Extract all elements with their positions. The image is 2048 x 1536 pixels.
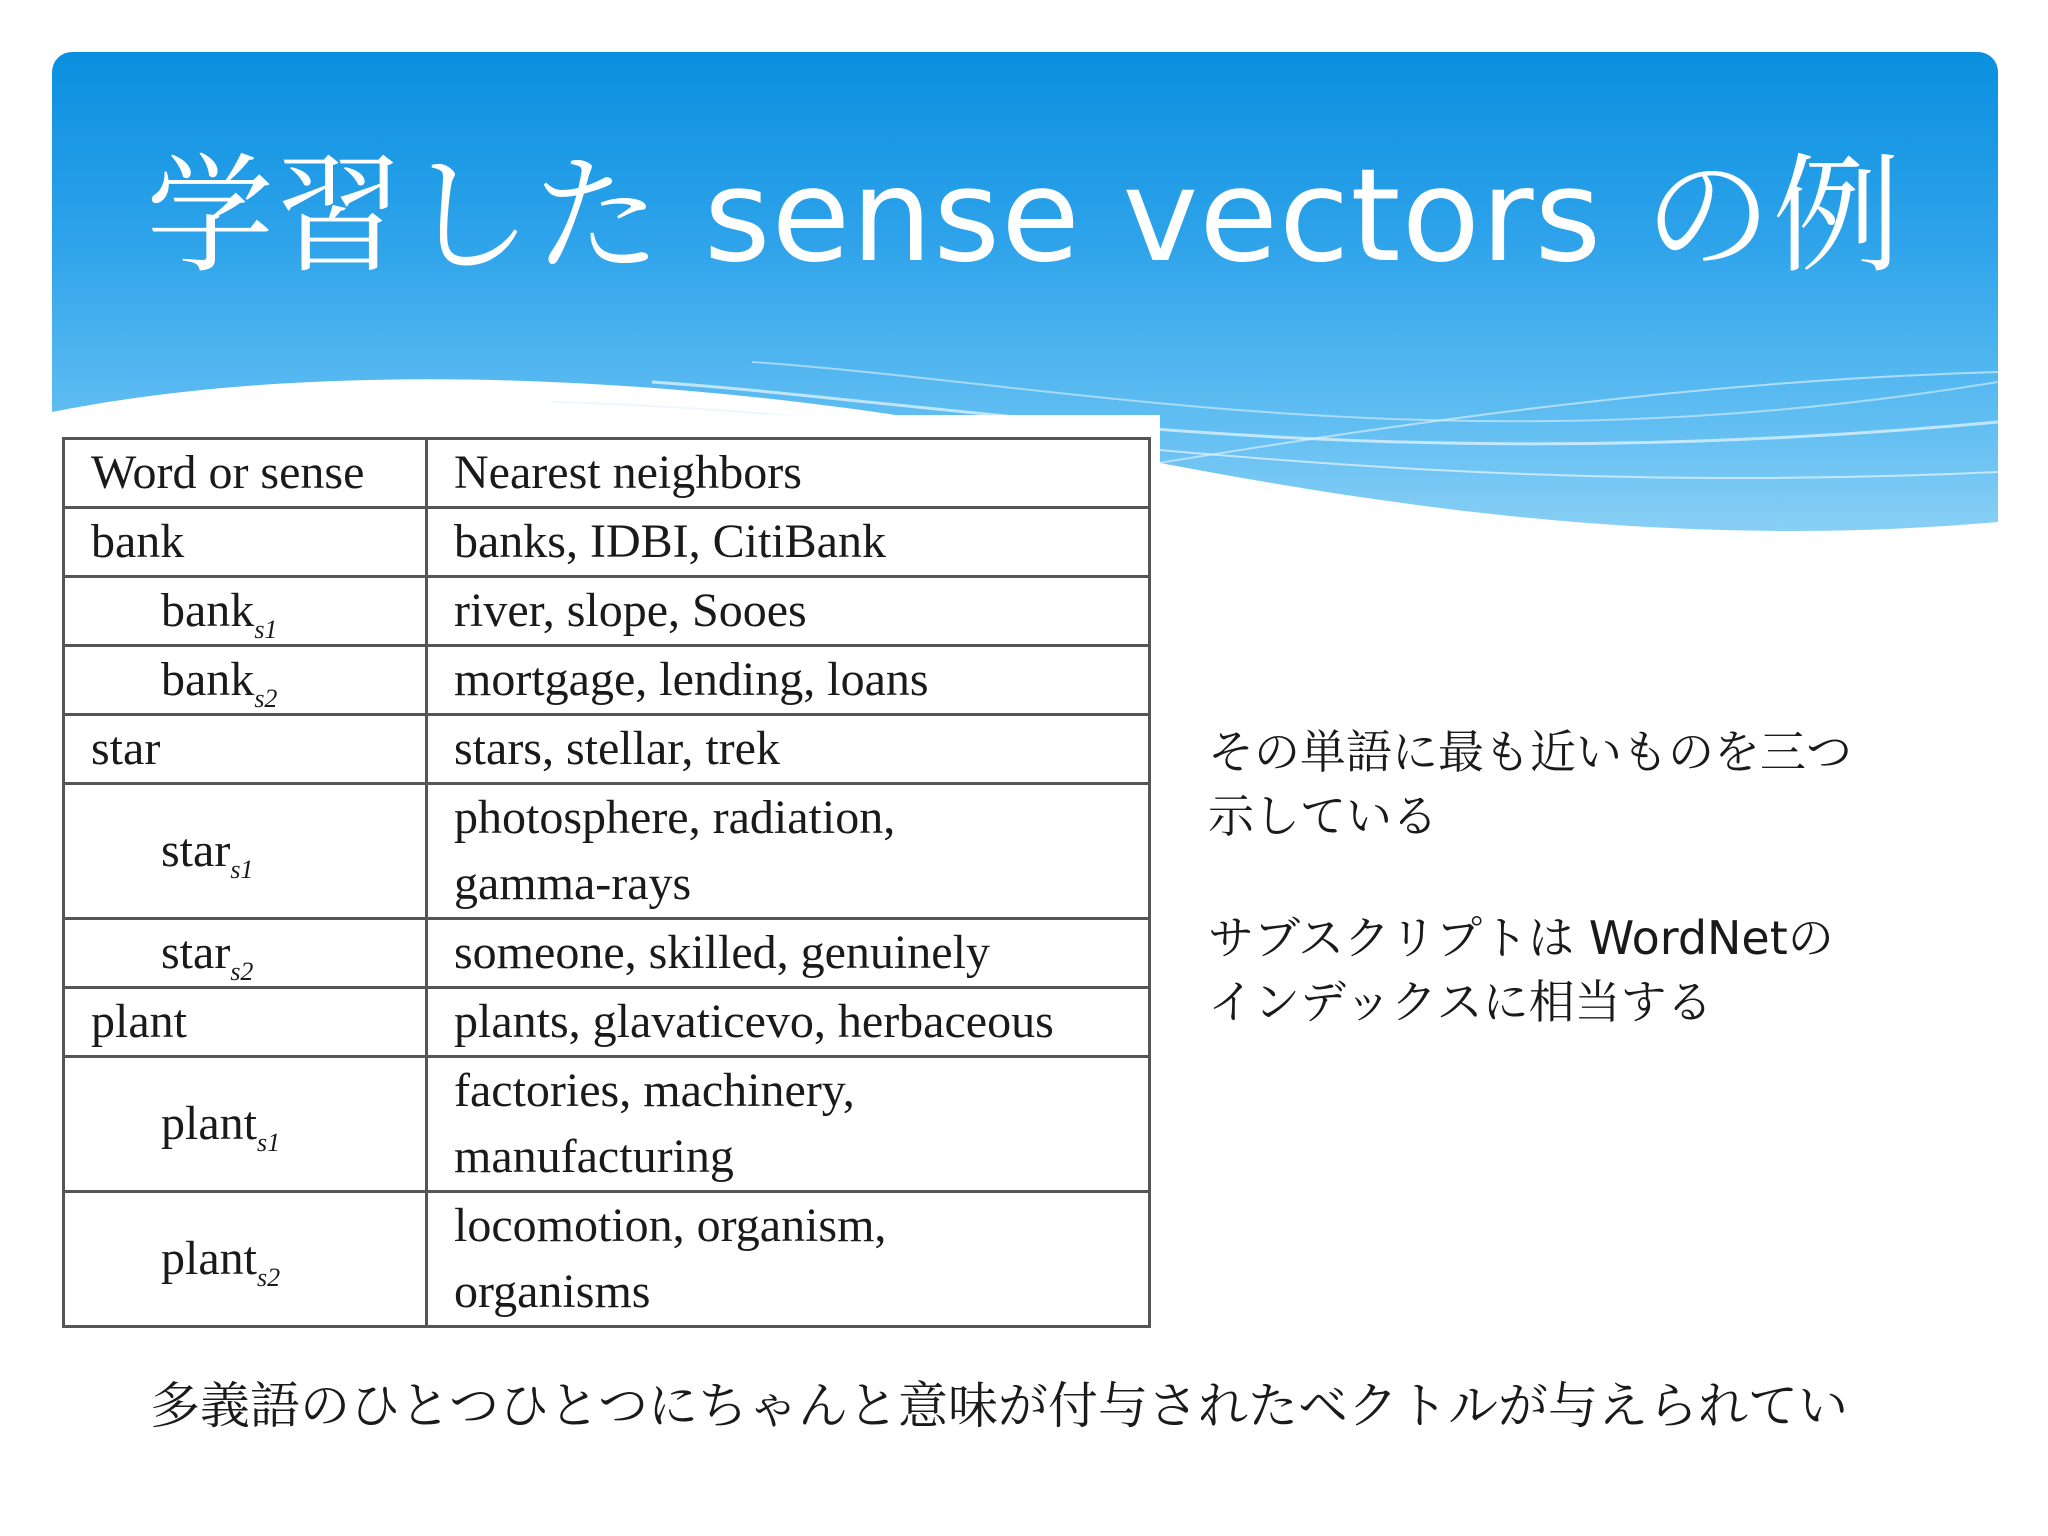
neighbors-line: someone, skilled, genuinely (454, 926, 990, 979)
neighbors-line: stars, stellar, trek (454, 722, 780, 775)
neighbors-line: locomotion, organism, (454, 1199, 887, 1252)
sense-cell (64, 1192, 427, 1327)
word-text: plant (161, 1232, 257, 1285)
sense-subscript: s2 (230, 957, 254, 986)
neighbors-cell (427, 646, 1150, 715)
neighbors-cell (427, 577, 1150, 646)
neighbors-line: organisms (454, 1265, 651, 1318)
table-row (64, 577, 1150, 646)
table-row (64, 784, 1150, 919)
slide-title: 学習した sense vectors の例 (146, 142, 1902, 291)
neighbors-cell (427, 1192, 1150, 1327)
sense-subscript: s1 (230, 855, 254, 884)
neighbors-line: river, slope, Sooes (454, 584, 807, 637)
table-row (64, 1057, 1150, 1192)
table-row (64, 988, 1150, 1057)
note-nearest-three (1208, 720, 1988, 848)
neighbors-line: mortgage, lending, loans (454, 653, 929, 706)
sense-subscript: s2 (254, 684, 278, 713)
note-line: インデックスに相当する (1208, 975, 1713, 1029)
neighbors-cell (427, 715, 1150, 784)
sense-subscript: s1 (256, 1128, 281, 1157)
note-line: 示している (1208, 789, 1438, 843)
word-text: star (161, 926, 231, 979)
column-header-neighbors: Nearest neighbors (427, 439, 1150, 508)
sense-cell (64, 1057, 427, 1192)
neighbors-cell (427, 988, 1150, 1057)
word-text: bank (161, 584, 255, 637)
note-line: その単語に最も近いものを三つ (1208, 725, 1852, 779)
neighbors-cell (427, 1057, 1150, 1192)
neighbors-line: photosphere, radiation, (454, 791, 896, 844)
sense-subscript: s2 (256, 1263, 281, 1292)
sense-subscript: s1 (254, 615, 278, 644)
word-cell (64, 508, 427, 577)
neighbors-cell (427, 784, 1150, 919)
sense-cell (64, 646, 427, 715)
word-cell (64, 988, 427, 1057)
word-text: star (161, 824, 231, 877)
table-row (64, 1192, 1150, 1327)
table-row (64, 646, 1150, 715)
word-text: star (91, 722, 161, 775)
table-row (64, 508, 1150, 577)
sense-cell (64, 577, 427, 646)
word-text: bank (91, 515, 185, 568)
sense-cell (64, 919, 427, 988)
neighbors-line: banks, IDBI, CitiBank (454, 515, 886, 568)
word-cell (64, 715, 427, 784)
neighbors-line: manufacturing (454, 1130, 734, 1183)
neighbors-cell (427, 919, 1150, 988)
sense-vector-table (62, 437, 1151, 1328)
word-text: plant (91, 995, 187, 1048)
note-subscript-wordnet (1208, 906, 1988, 1034)
neighbors-line: gamma-rays (454, 857, 692, 910)
neighbors-line: factories, machinery, (454, 1064, 855, 1117)
word-text: plant (161, 1097, 257, 1150)
sense-cell (64, 784, 427, 919)
footer-summary: 多義語のひとつひとつにちゃんと意味が付与されたベクトルが与えられてい (150, 1377, 1848, 1435)
column-header-word: Word or sense (64, 439, 427, 508)
neighbors-cell (427, 508, 1150, 577)
note-line: サブスクリプトは WordNetの (1208, 911, 1834, 965)
word-text: bank (161, 653, 255, 706)
neighbors-line: plants, glavaticevo, herbaceous (454, 995, 1054, 1048)
table-row (64, 715, 1150, 784)
table-header-row (64, 439, 1150, 508)
table-row (64, 919, 1150, 988)
